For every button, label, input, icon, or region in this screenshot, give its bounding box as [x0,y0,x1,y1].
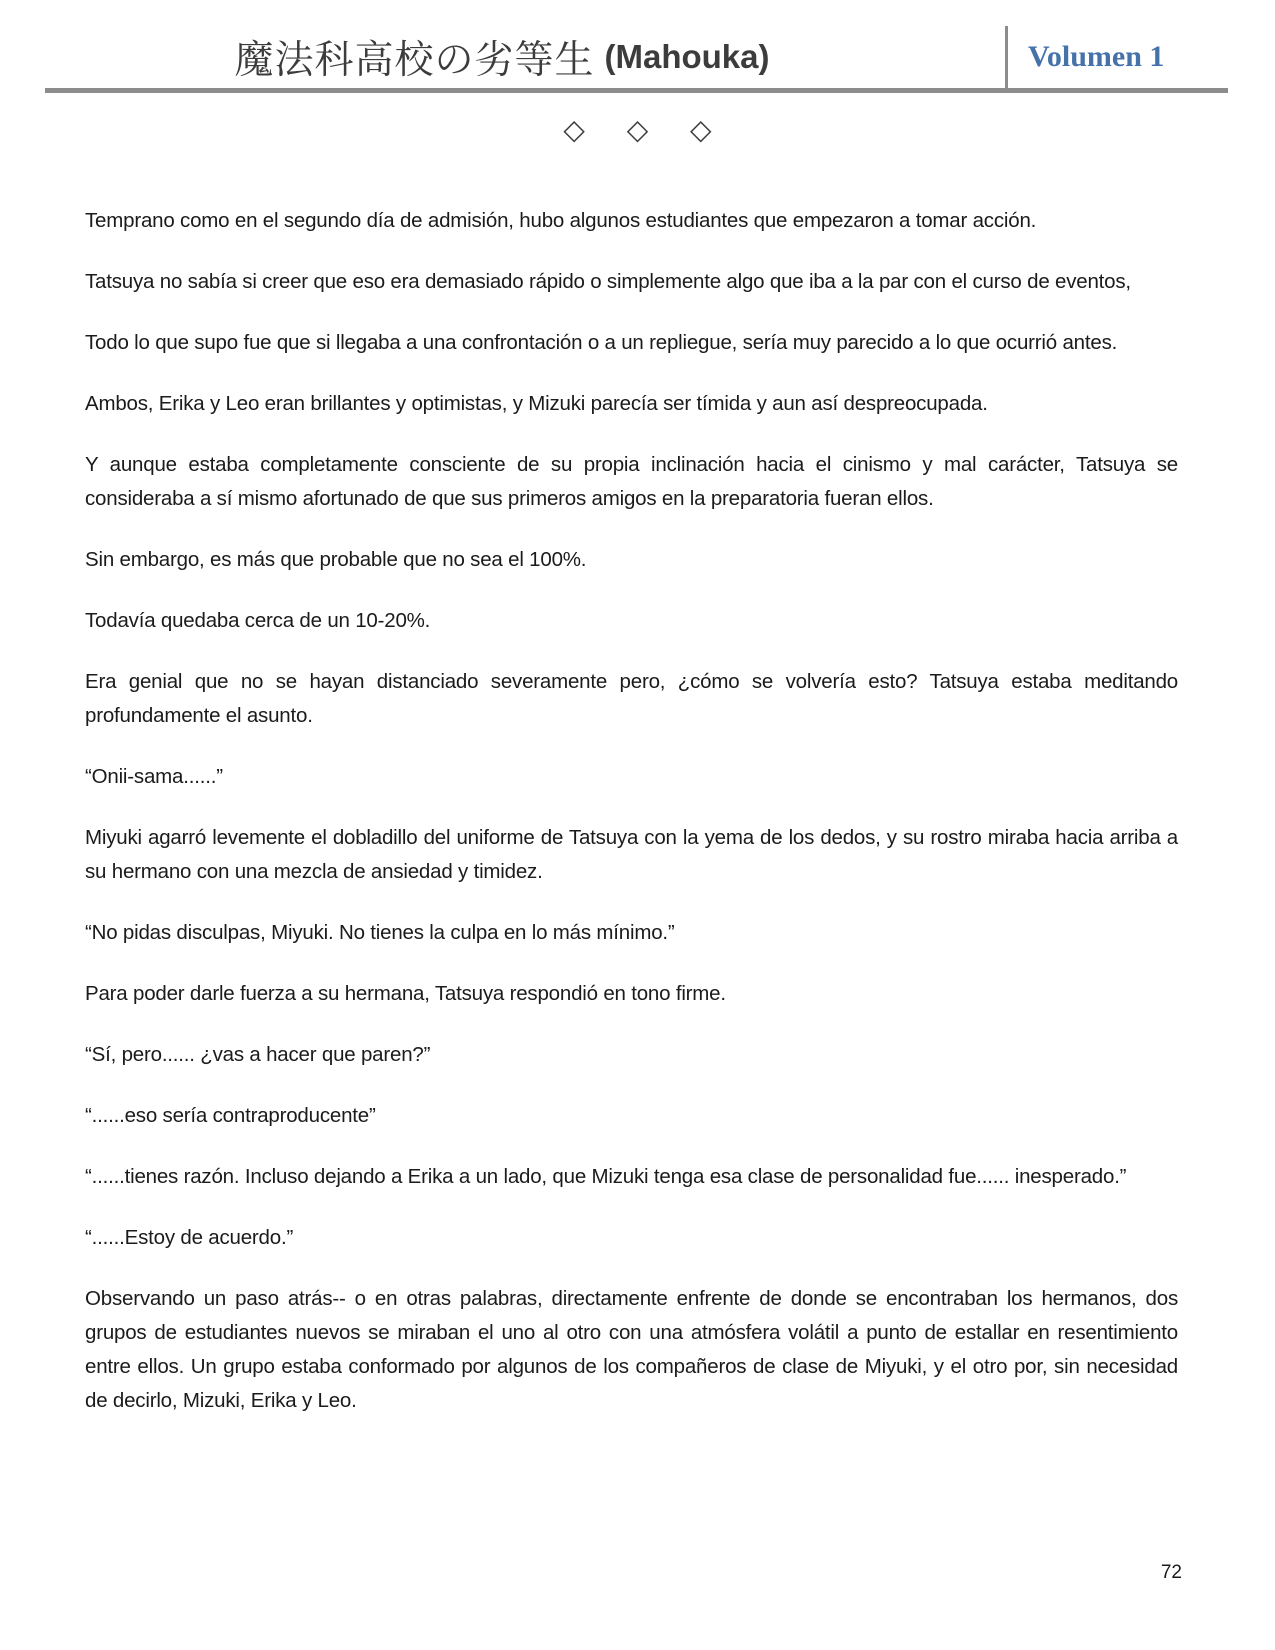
paragraph: Observando un paso atrás-- o en otras palabras, directamente enfrente de donde se encontraban los hermanos, dos grupos de estudiantes nuevos se miraban el uno al otro con una atmósfera volátil a punto de estallar en resentimiento entre ellos. Un grupo estaba conformado por algunos de los compañeros de clase de Miyuki, y el otro por, sin necesidad de decirlo, Mizuki, Erika y Leo. [85,1287,1178,1412]
dialogue-paragraph: “......Estoy de acuerdo.” [85,1226,294,1249]
title-romanized: (Mahouka) [604,38,770,75]
volume-cell [1005,26,1228,88]
paragraph: Todavía quedaba cerca de un 10-20%. [85,609,431,632]
dialogue-paragraph: “Sí, pero...... ¿vas a hacer que paren?” [85,1043,431,1066]
dialogue-paragraph: “Onii-sama......” [85,765,223,788]
paragraph: Temprano como en el segundo día de admisión, hubo algunos estudiantes que empezaron a tomar acción. [85,209,1037,232]
paragraph: Era genial que no se hayan distanciado severamente pero, ¿cómo se volvería esto? Tatsuya estaba meditando profundamente el asunto. [85,670,1178,727]
paragraph: Todo lo que supo fue que si llegaba a una confrontación o a un repliegue, sería muy parecido a lo que ocurrió antes. [85,331,1118,354]
page-title [45,26,1005,88]
dialogue-paragraph: “No pidas disculpas, Miyuki. No tienes la culpa en lo más mínimo.” [85,921,675,944]
diamond-divider: ◇ ◇ ◇ [563,114,729,145]
text-body [85,204,1178,1445]
paragraph: Tatsuya no sabía si creer que eso era demasiado rápido o simplemente algo que iba a la par con el curso de eventos, [85,270,1131,293]
volume-label: Volumen 1 [1028,40,1165,73]
dialogue-paragraph: “......eso sería contraproducente” [85,1104,376,1127]
dialogue-paragraph: “......tienes razón. Incluso dejando a Erika a un lado, que Mizuki tenga esa clase de personalidad fue...... inesperado.” [85,1165,1127,1188]
title-japanese: 魔法科高校の劣等生 [234,39,595,82]
paragraph: Miyuki agarró levemente el dobladillo del uniforme de Tatsuya con la yema de los dedos, y su rostro miraba hacia arriba a su hermano con una mezcla de ansiedad y timidez. [85,826,1178,883]
paragraph: Sin embargo, es más que probable que no sea el 100%. [85,548,587,571]
paragraph: Para poder darle fuerza a su hermana, Tatsuya respondió en tono firme. [85,982,726,1005]
page-header [45,26,1228,93]
page-number: 72 [1160,1562,1182,1583]
paragraph: Y aunque estaba completamente consciente de su propia inclinación hacia el cinismo y mal carácter, Tatsuya se consideraba a sí mismo afortunado de que sus primeros amigos en la preparatoria fueran ellos. [85,453,1178,510]
paragraph: Ambos, Erika y Leo eran brillantes y optimistas, y Mizuki parecía ser tímida y aun así despreocupada. [85,392,988,415]
